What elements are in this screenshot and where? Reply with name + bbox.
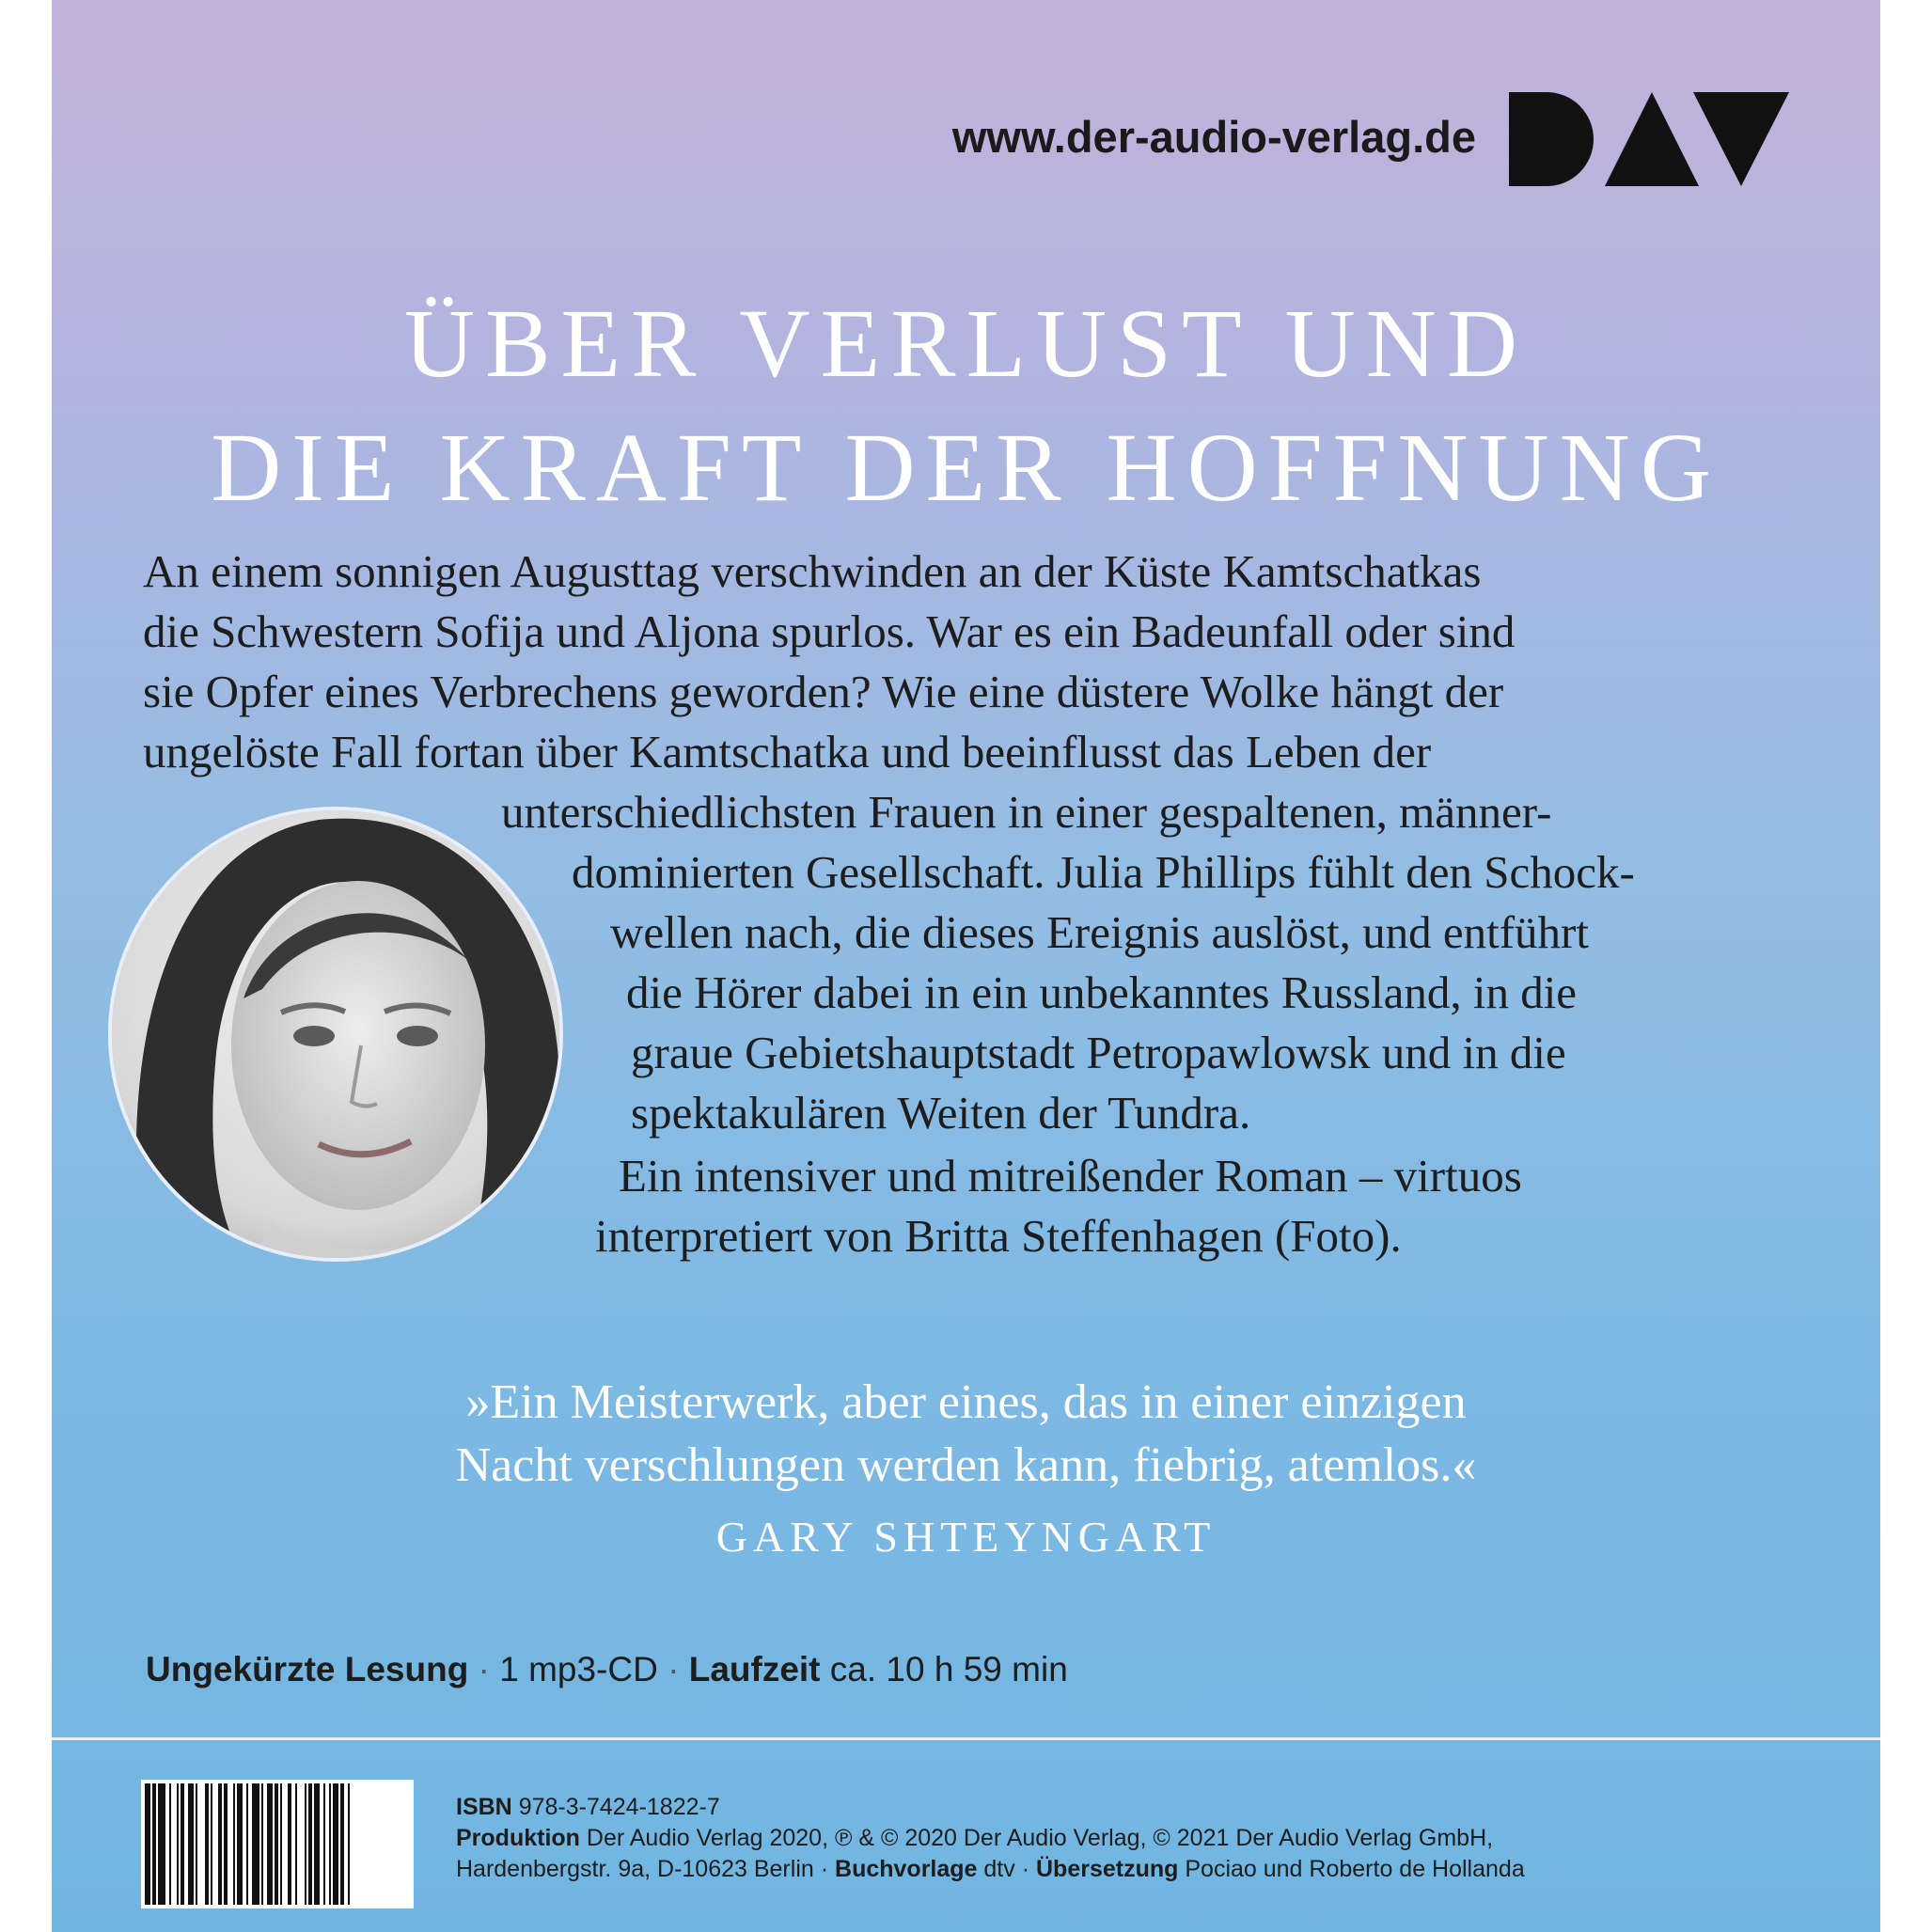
isbn-value: 978-3-7424-1822-7 — [518, 1794, 720, 1820]
runtime-value: ca. 10 h 59 min — [829, 1650, 1068, 1689]
barcode-bar — [145, 1783, 150, 1905]
runtime-label: Laufzeit — [688, 1650, 821, 1689]
barcode-bar — [329, 1783, 331, 1905]
barcode-bar — [169, 1783, 171, 1905]
barcode-bar — [152, 1783, 156, 1905]
blurb-line: Ein intensiver und mitreißender Roman – virtuos — [619, 1150, 1522, 1202]
blurb-line: die Hörer dabei in ein unbekanntes Russland, in die — [626, 966, 1578, 1018]
publisher-url[interactable]: www.der-audio-verlag.de — [951, 112, 1476, 162]
quote-line-1: »Ein Meisterwerk, aber eines, das in einer einzigen — [465, 1375, 1467, 1429]
isbn-label: ISBN — [456, 1794, 512, 1820]
format-value: 1 mp3-CD — [499, 1650, 658, 1689]
barcode-bar — [295, 1783, 297, 1905]
source-label: Buchvorlage — [835, 1856, 978, 1882]
address: Hardenbergstr. 9a, D-10623 Berlin — [456, 1856, 814, 1882]
barcode-bar — [288, 1783, 291, 1905]
headline-line-1: ÜBER VERLUST UND — [404, 290, 1528, 398]
dav-logo — [1509, 92, 1789, 186]
blurb-line: graue Gebietshauptstadt Petropawlowsk und in die — [631, 1027, 1566, 1078]
portrait-photo — [112, 810, 559, 1258]
translation-value: Pociao und Roberto de Hollanda — [1185, 1856, 1525, 1882]
quote-line-2: Nacht verschlungen werden kann, fiebrig, atemlos.« — [455, 1438, 1477, 1492]
isbn-line — [456, 1792, 1525, 1823]
blurb-line: dominierten Gesellschaft. Julia Phillips fühlt den Schock- — [572, 846, 1635, 898]
production-line — [456, 1823, 1525, 1854]
barcode-bar — [308, 1783, 312, 1905]
headline — [52, 282, 1880, 530]
production-text: Der Audio Verlag 2020, ℗ & © 2020 Der Audio Verlag, © 2021 Der Audio Verlag GmbH, — [586, 1825, 1494, 1851]
barcode-bar — [181, 1783, 184, 1905]
barcode-bar — [233, 1783, 235, 1905]
barcode-bar — [305, 1783, 306, 1905]
blurb-line: spektakulären Weiten der Tundra. — [631, 1087, 1251, 1139]
legal-info — [456, 1792, 1525, 1885]
barcode-bar — [177, 1783, 179, 1905]
blurb-line: die Schwestern Sofija und Aljona spurlos. War es ein Badeunfall oder sind — [143, 605, 1516, 657]
blurb-line: interpretiert von Britta Steffenhagen (Foto). — [595, 1210, 1402, 1262]
product-info — [146, 1650, 1068, 1689]
blurb-line: unterschiedlichsten Frauen in einer gespaltenen, männer- — [501, 786, 1552, 838]
separator: · — [478, 1650, 490, 1689]
barcode-bar — [218, 1783, 222, 1905]
barcode-bar — [314, 1783, 320, 1905]
barcode-bar — [267, 1783, 273, 1905]
barcode-bar — [261, 1783, 263, 1905]
edition-label: Ungekürzte Lesung — [146, 1650, 469, 1689]
review-quote — [52, 1371, 1880, 1497]
credits-line — [456, 1854, 1525, 1885]
barcode-bar — [188, 1783, 194, 1905]
barcode-bar — [211, 1783, 212, 1905]
barcode-bar — [348, 1783, 350, 1905]
barcode-bar — [280, 1783, 282, 1905]
barcode-bar — [205, 1783, 209, 1905]
separator: · — [820, 1856, 829, 1882]
blurb-line: sie Opfer eines Verbrechens geworden? Wie eine düstere Wolke hängt der — [143, 666, 1504, 717]
logo-letter-a — [1605, 92, 1699, 186]
barcode-bar — [224, 1783, 228, 1905]
audiobook-back-cover — [52, 0, 1880, 1932]
barcode-bar — [275, 1783, 278, 1905]
translation-label: Übersetzung — [1036, 1856, 1179, 1882]
divider — [52, 1737, 1880, 1740]
barcode-bars — [141, 1780, 414, 1908]
production-label: Produktion — [456, 1825, 580, 1851]
barcode-bar — [340, 1783, 344, 1905]
barcode-bar — [323, 1783, 325, 1905]
logo-letter-d — [1509, 92, 1594, 186]
quote-author: GARY SHTEYNGART — [715, 1513, 1217, 1561]
barcode-bar — [246, 1783, 248, 1905]
narrator-portrait — [108, 807, 563, 1262]
barcode — [141, 1780, 414, 1908]
blurb-line: An einem sonnigen Augusttag verschwinden an der Küste Kamtschatkas — [143, 545, 1482, 597]
blurb-line: wellen nach, die dieses Ereignis auslöst, und entführt — [610, 906, 1589, 958]
logo-letter-v — [1693, 92, 1789, 186]
separator: · — [668, 1650, 680, 1689]
barcode-bar — [237, 1783, 243, 1905]
barcode-bar — [196, 1783, 197, 1905]
barcode-bar — [252, 1783, 259, 1905]
separator: · — [1021, 1856, 1030, 1882]
source-value: dtv — [983, 1856, 1015, 1882]
headline-line-2: DIE KRAFT DER HOFFNUNG — [211, 414, 1721, 522]
barcode-bar — [333, 1783, 338, 1905]
blurb-line: ungelöste Fall fortan über Kamtschatka und beeinflusst das Leben der — [143, 726, 1432, 778]
barcode-bar — [158, 1783, 165, 1905]
